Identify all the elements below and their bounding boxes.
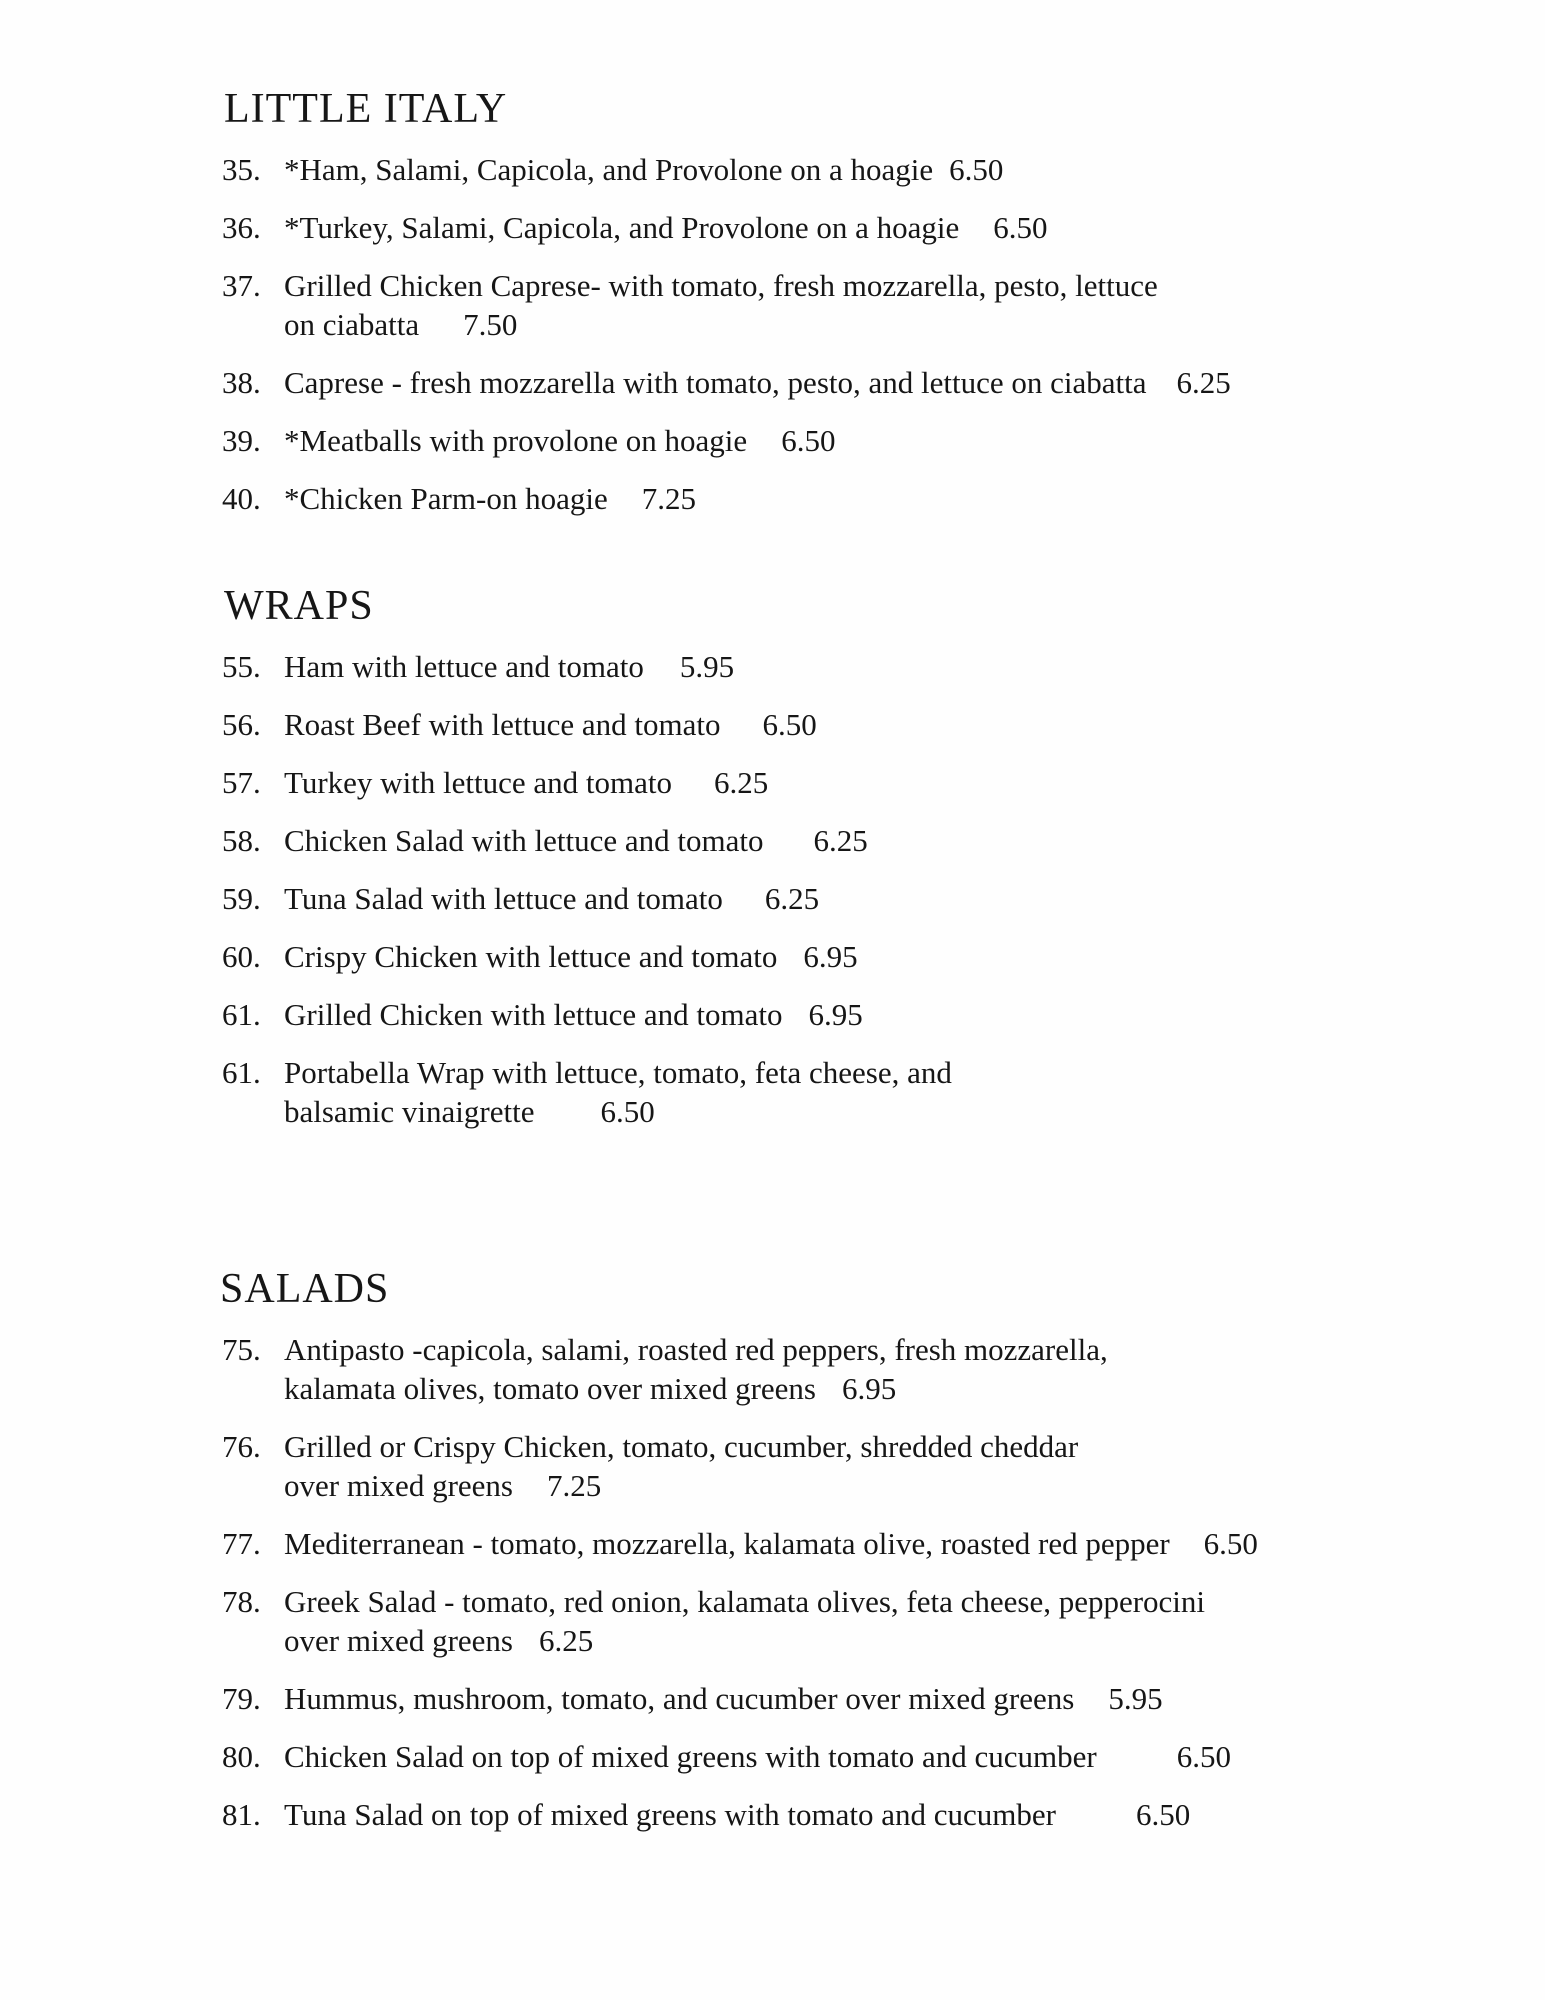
- item-description: [284, 821, 868, 860]
- item-price: 6.25: [764, 881, 820, 916]
- item-text: [284, 763, 768, 802]
- item-description: [284, 763, 768, 802]
- item-text: [284, 1466, 1078, 1505]
- item-number: 79.: [222, 1681, 261, 1716]
- item-description: [284, 1524, 1258, 1563]
- menu-item: [222, 1427, 1422, 1505]
- item-text-line: Chicken Salad on top of mixed greens with tomato and cucumber: [284, 1739, 1097, 1774]
- item-number: 81.: [222, 1797, 261, 1832]
- item-description: [284, 1582, 1205, 1660]
- item-text-line: over mixed greens: [284, 1623, 513, 1658]
- item-text: [284, 1795, 1190, 1834]
- menu-item: [222, 879, 1422, 918]
- item-text-line: *Chicken Parm-on hoagie: [284, 481, 608, 516]
- item-description: [284, 208, 1048, 247]
- menu-list: [222, 1330, 1422, 1834]
- item-text: [284, 1369, 1108, 1408]
- menu-item: [222, 479, 1422, 518]
- item-number: 59.: [222, 881, 261, 916]
- item-price: 6.50: [1203, 1526, 1258, 1561]
- section-title: WRAPS: [224, 583, 374, 629]
- menu-item: [222, 1795, 1422, 1834]
- item-text-line: Grilled or Crispy Chicken, tomato, cucumber, shredded cheddar: [284, 1429, 1079, 1464]
- menu-list: [222, 647, 1422, 1131]
- item-description: [284, 937, 858, 976]
- item-text: [284, 647, 734, 686]
- item-number: 36.: [222, 210, 261, 245]
- item-description: [284, 421, 835, 460]
- menu-item: [222, 150, 1422, 189]
- item-text: [284, 479, 696, 518]
- item-text: [284, 421, 835, 460]
- item-text: [284, 1737, 1231, 1776]
- item-description: [284, 363, 1231, 402]
- item-text: [284, 150, 1003, 189]
- item-number: 35.: [222, 152, 261, 187]
- section-wraps: [222, 585, 1422, 1131]
- menu-item: [222, 995, 1422, 1034]
- menu-item: [222, 1737, 1422, 1776]
- item-description: [284, 1737, 1231, 1776]
- menu-item: [222, 821, 1422, 860]
- menu-item: [222, 1524, 1422, 1563]
- item-text: [284, 1621, 1205, 1660]
- item-text-line: Turkey with lettuce and tomato: [284, 765, 673, 800]
- item-text-line: Tuna Salad on top of mixed greens with tomato and cucumber: [284, 1797, 1056, 1832]
- item-price: 6.50: [949, 152, 1004, 187]
- menu-item: [222, 363, 1422, 402]
- item-description: [284, 1795, 1190, 1834]
- item-description: [284, 1053, 952, 1131]
- item-number: 56.: [222, 707, 261, 742]
- item-price: 6.25: [813, 823, 868, 858]
- section-title: SALADS: [220, 1266, 390, 1312]
- item-text-line: *Ham, Salami, Capicola, and Provolone on a hoagie: [284, 152, 934, 187]
- item-description: [284, 1427, 1078, 1505]
- item-price: 7.25: [546, 1468, 602, 1503]
- item-text-line: *Turkey, Salami, Capicola, and Provolone on a hoagie: [284, 210, 960, 245]
- menu-list: [222, 150, 1422, 518]
- item-price: 7.50: [463, 307, 518, 342]
- item-price: 6.50: [781, 423, 836, 458]
- item-price: 6.50: [762, 707, 817, 742]
- item-text-line: on ciabatta: [284, 307, 420, 342]
- item-price: 6.95: [808, 997, 863, 1032]
- item-description: [284, 266, 1158, 344]
- menu-item: [222, 1679, 1422, 1718]
- item-text-line: Greek Salad - tomato, red onion, kalamata olives, feta cheese, pepperocini: [284, 1584, 1206, 1619]
- item-number: 38.: [222, 365, 261, 400]
- section-title: LITTLE ITALY: [224, 86, 508, 132]
- item-text: [284, 821, 868, 860]
- item-price: 5.95: [1108, 1681, 1163, 1716]
- item-number: 61.: [222, 1055, 261, 1090]
- item-price: 7.25: [641, 481, 696, 516]
- item-text: [284, 208, 1048, 247]
- item-text: [284, 305, 1158, 344]
- item-description: [284, 879, 819, 918]
- item-price: 6.50: [600, 1094, 655, 1129]
- item-text-line: Grilled Chicken with lettuce and tomato: [284, 997, 783, 1032]
- item-description: [284, 1679, 1163, 1718]
- item-text-line: Antipasto -capicola, salami, roasted red peppers, fresh mozzarella,: [284, 1332, 1108, 1367]
- menu-item: [222, 647, 1422, 686]
- item-text-line: Crispy Chicken with lettuce and tomato: [284, 939, 778, 974]
- item-description: [284, 1330, 1108, 1408]
- menu-item: [222, 421, 1422, 460]
- item-text: [284, 1524, 1258, 1563]
- item-price: 6.95: [803, 939, 858, 974]
- menu-item: [222, 763, 1422, 802]
- item-text: [284, 363, 1231, 402]
- item-text-line: Chicken Salad with lettuce and tomato: [284, 823, 764, 858]
- item-text-line: Roast Beef with lettuce and tomato: [284, 707, 721, 742]
- item-text-line: Hummus, mushroom, tomato, and cucumber over mixed greens: [284, 1681, 1075, 1716]
- item-price: 5.95: [679, 649, 735, 684]
- item-number: 76.: [222, 1429, 261, 1464]
- item-text-line: Ham with lettuce and tomato: [284, 649, 644, 684]
- item-number: 55.: [222, 649, 261, 684]
- item-text: [284, 879, 819, 918]
- menu-item: [222, 937, 1422, 976]
- item-number: 80.: [222, 1739, 261, 1774]
- item-text: [284, 995, 863, 1034]
- section-salads: [222, 1268, 1422, 1834]
- item-price: 6.25: [538, 1623, 594, 1658]
- item-text-line: balsamic vinaigrette: [284, 1094, 535, 1129]
- item-description: [284, 150, 1003, 189]
- item-description: [284, 705, 817, 744]
- item-price: 6.95: [842, 1371, 897, 1406]
- item-text: [284, 937, 858, 976]
- item-price: 6.50: [1176, 1739, 1231, 1774]
- menu-item: [222, 1053, 1422, 1131]
- section-little-italy: [222, 88, 1422, 518]
- item-number: 57.: [222, 765, 261, 800]
- item-price: 6.50: [993, 210, 1048, 245]
- item-text: [284, 705, 817, 744]
- item-text: [284, 1679, 1163, 1718]
- item-number: 58.: [222, 823, 261, 858]
- item-text-line: *Meatballs with provolone on hoagie: [284, 423, 748, 458]
- menu-item: [222, 1330, 1422, 1408]
- item-price: 6.50: [1136, 1797, 1191, 1832]
- item-number: 75.: [222, 1332, 261, 1367]
- item-text-line: Caprese - fresh mozzarella with tomato, pesto, and lettuce on ciabatta: [284, 365, 1147, 400]
- item-description: [284, 647, 734, 686]
- menu-item: [222, 208, 1422, 247]
- item-number: 78.: [222, 1584, 261, 1619]
- item-text-line: Tuna Salad with lettuce and tomato: [284, 881, 723, 916]
- menu-item: [222, 1582, 1422, 1660]
- item-price: 6.25: [714, 765, 769, 800]
- item-text: [284, 1092, 952, 1131]
- item-number: 60.: [222, 939, 261, 974]
- menu-item: [222, 705, 1422, 744]
- item-text-line: over mixed greens: [284, 1468, 513, 1503]
- item-text-line: Portabella Wrap with lettuce, tomato, feta cheese, and: [284, 1055, 952, 1090]
- item-text-line: Mediterranean - tomato, mozzarella, kalamata olive, roasted red pepper: [284, 1526, 1170, 1561]
- item-price: 6.25: [1176, 365, 1231, 400]
- item-text-line: Grilled Chicken Caprese- with tomato, fresh mozzarella, pesto, lettuce: [284, 268, 1158, 303]
- item-number: 40.: [222, 481, 261, 516]
- item-number: 77.: [222, 1526, 261, 1561]
- item-number: 39.: [222, 423, 261, 458]
- item-number: 61.: [222, 997, 261, 1032]
- item-text-line: kalamata olives, tomato over mixed greens: [284, 1371, 816, 1406]
- menu-item: [222, 266, 1422, 344]
- item-number: 37.: [222, 268, 261, 303]
- item-description: [284, 995, 863, 1034]
- item-description: [284, 479, 696, 518]
